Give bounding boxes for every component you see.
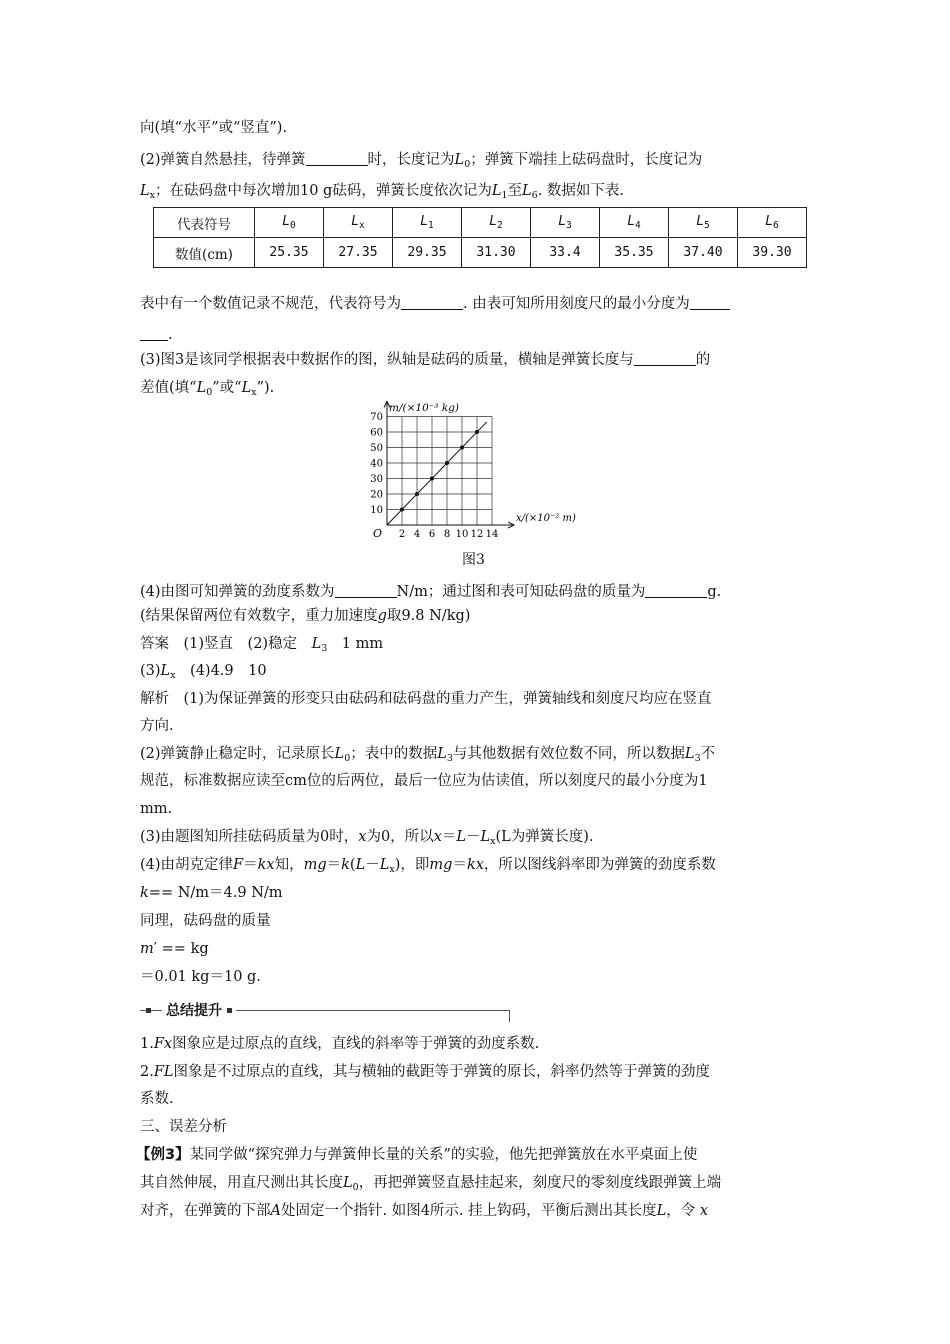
table-cell: $L_0$ [255, 208, 324, 238]
x-tick-label: 2 [398, 529, 406, 540]
x-tick-label: 8 [443, 529, 451, 540]
table-cell: 25.35 [255, 238, 324, 268]
text-line: 对齐，在弹簧的下部A处固定一个指针. 如图4所示. 挂上钩码，平衡后测出其长度L，令 x [140, 1203, 709, 1219]
data-point [415, 492, 419, 496]
y-tick-label: 60 [370, 427, 383, 439]
text-line: 同理，砝码盘的质量 [140, 913, 271, 929]
y-tick-label: 70 [370, 412, 383, 423]
figure-caption: 图3 [462, 552, 485, 568]
summary-title: 总结提升 [162, 1000, 236, 1020]
table-cell: 29.35 [393, 238, 462, 268]
x-tick-label: 14 [485, 529, 499, 540]
text-line: (3)由题图知所挂砝码质量为0时，x为0，所以$x=L-L_x(L$为弹簧长度). [140, 829, 594, 847]
answer-blank [690, 295, 730, 310]
table-row [154, 238, 807, 268]
table-header-cell: 代表符号 [154, 208, 255, 238]
text-line: 其自然伸展，用直尺测出其长度$L_0$，再把弹簧竖直悬挂起来，刻度尺的零刻度线跟弹簧上端 [140, 1175, 722, 1193]
x-tick-label: 10 [455, 529, 469, 540]
text-line: 【例3】某同学做“探究弹力与弹簧伸长量的关系”的实验，他先把弹簧放在水平桌面上使 [136, 1147, 698, 1163]
mass-vs-extension-chart [365, 397, 585, 545]
text-line: k== N/m＝4.9 N/m [140, 885, 283, 901]
x-tick-label: 4 [413, 529, 421, 540]
answer-blank [401, 295, 463, 310]
text-line: (4)由图可知弹簧的劲度系数为 N/m；通过图和表可知砝码盘的质量为 g. [140, 584, 722, 600]
table-cell: $L_4$ [600, 208, 669, 238]
text-line: 答案 (1)竖直 (2)稳定 $L_3$ 1 mm [140, 636, 384, 654]
text-line: $L_x$；在砝码盘中每次增加10 g砝码，弹簧长度依次记为$L_1$至$L_6$. 数据如下表. [140, 183, 625, 201]
table-header-cell: 数值(cm) [154, 238, 255, 268]
table-cell: $L_x$ [324, 208, 393, 238]
text-line: 规范，标准数据应读至cm位的后两位，最后一位应为估读值，所以刻度尺的最小分度为1 [140, 773, 708, 789]
table-cell: 33.4 [531, 238, 600, 268]
text-line: 系数. [140, 1091, 174, 1107]
data-point [445, 461, 449, 465]
text-line: (2)弹簧静止稳定时，记录原长$L_0$；表中的数据$L_3$与其他数据有效位数不同，所以数据$L_3$不 [140, 746, 716, 764]
text-line: m′ == kg [140, 941, 209, 957]
text-line: 差值(填“$L_0$”或“$L_x$”). [140, 380, 275, 398]
y-axis-label: m/(×10⁻³ kg) [389, 402, 460, 414]
text-line: 表中有一个数值记录不规范，代表符号为 . 由表可知所用刻度尺的最小分度为 [140, 294, 730, 314]
table-cell: 27.35 [324, 238, 393, 268]
y-tick-label: 30 [370, 474, 383, 485]
y-tick-label: 20 [370, 489, 383, 501]
table-cell: 31.30 [462, 238, 531, 268]
table-cell: 39.30 [738, 238, 807, 268]
text-line: mm. [140, 801, 173, 817]
answer-blank [140, 326, 168, 341]
text-line: ＝0.01 kg＝10 g. [140, 969, 261, 985]
answer-blank [335, 583, 397, 598]
text-line: . [140, 325, 173, 345]
answer-blank [634, 351, 696, 366]
data-point [400, 508, 404, 512]
origin-label: O [373, 527, 383, 540]
table-cell: $L_6$ [738, 208, 807, 238]
table-row [154, 208, 807, 238]
answer-blank [645, 583, 707, 598]
text-line: 向(填“水平”或“竖直”). [140, 120, 288, 136]
answer-blank [306, 151, 368, 166]
table-cell: 37.40 [669, 238, 738, 268]
data-point [460, 446, 464, 450]
y-tick-label: 50 [370, 443, 383, 454]
table-cell: $L_1$ [393, 208, 462, 238]
text-line: (结果保留两位有效数字，重力加速度g取9.8 N/kg) [140, 608, 471, 624]
y-tick-label: 10 [370, 505, 383, 516]
text-line: 解析 (1)为保证弹簧的形变只由砝码和砝码盘的重力产生，弹簧轴线和刻度尺均应在竖直 [140, 691, 712, 707]
x-tick-label: 6 [428, 529, 436, 540]
table-cell: $L_3$ [531, 208, 600, 238]
table-cell: 35.35 [600, 238, 669, 268]
text-line: (2)弹簧自然悬挂，待弹簧 时，长度记为$L_0$；弹簧下端挂上砝码盘时，长度记为 [140, 152, 703, 170]
y-tick-label: 40 [370, 458, 383, 470]
text-line: 方向. [140, 718, 174, 734]
text-line: 三、误差分析 [140, 1119, 227, 1135]
text-line: (3)图3是该同学根据表中数据作的图，纵轴是砝码的质量，横轴是弹簧长度与 的 [140, 352, 711, 368]
summary-header [140, 1000, 520, 1022]
text-line: 1.Fx图象应是过原点的直线，直线的斜率等于弹簧的劲度系数. [140, 1036, 540, 1052]
data-point [475, 430, 479, 434]
summary-dot [146, 1008, 151, 1013]
x-tick-label: 12 [470, 529, 484, 540]
data-table [153, 207, 807, 268]
text-line: $(3)L_x$ (4)4.9 10 [140, 663, 267, 681]
summary-rule-cap [509, 1010, 510, 1022]
text-line: (4)由胡克定律F＝kx知，$mg=k(L-L_x)$，即mg＝kx，所以图线斜率即为弹簧的劲度系数 [140, 857, 716, 875]
table-cell: $L_5$ [669, 208, 738, 238]
data-point [430, 477, 434, 481]
table-cell: $L_2$ [462, 208, 531, 238]
text-line: 2.FL图象是不过原点的直线，其与横轴的截距等于弹簧的原长，斜率仍然等于弹簧的劲度 [140, 1064, 711, 1080]
x-axis-label: x/(×10⁻² m) [516, 513, 576, 524]
